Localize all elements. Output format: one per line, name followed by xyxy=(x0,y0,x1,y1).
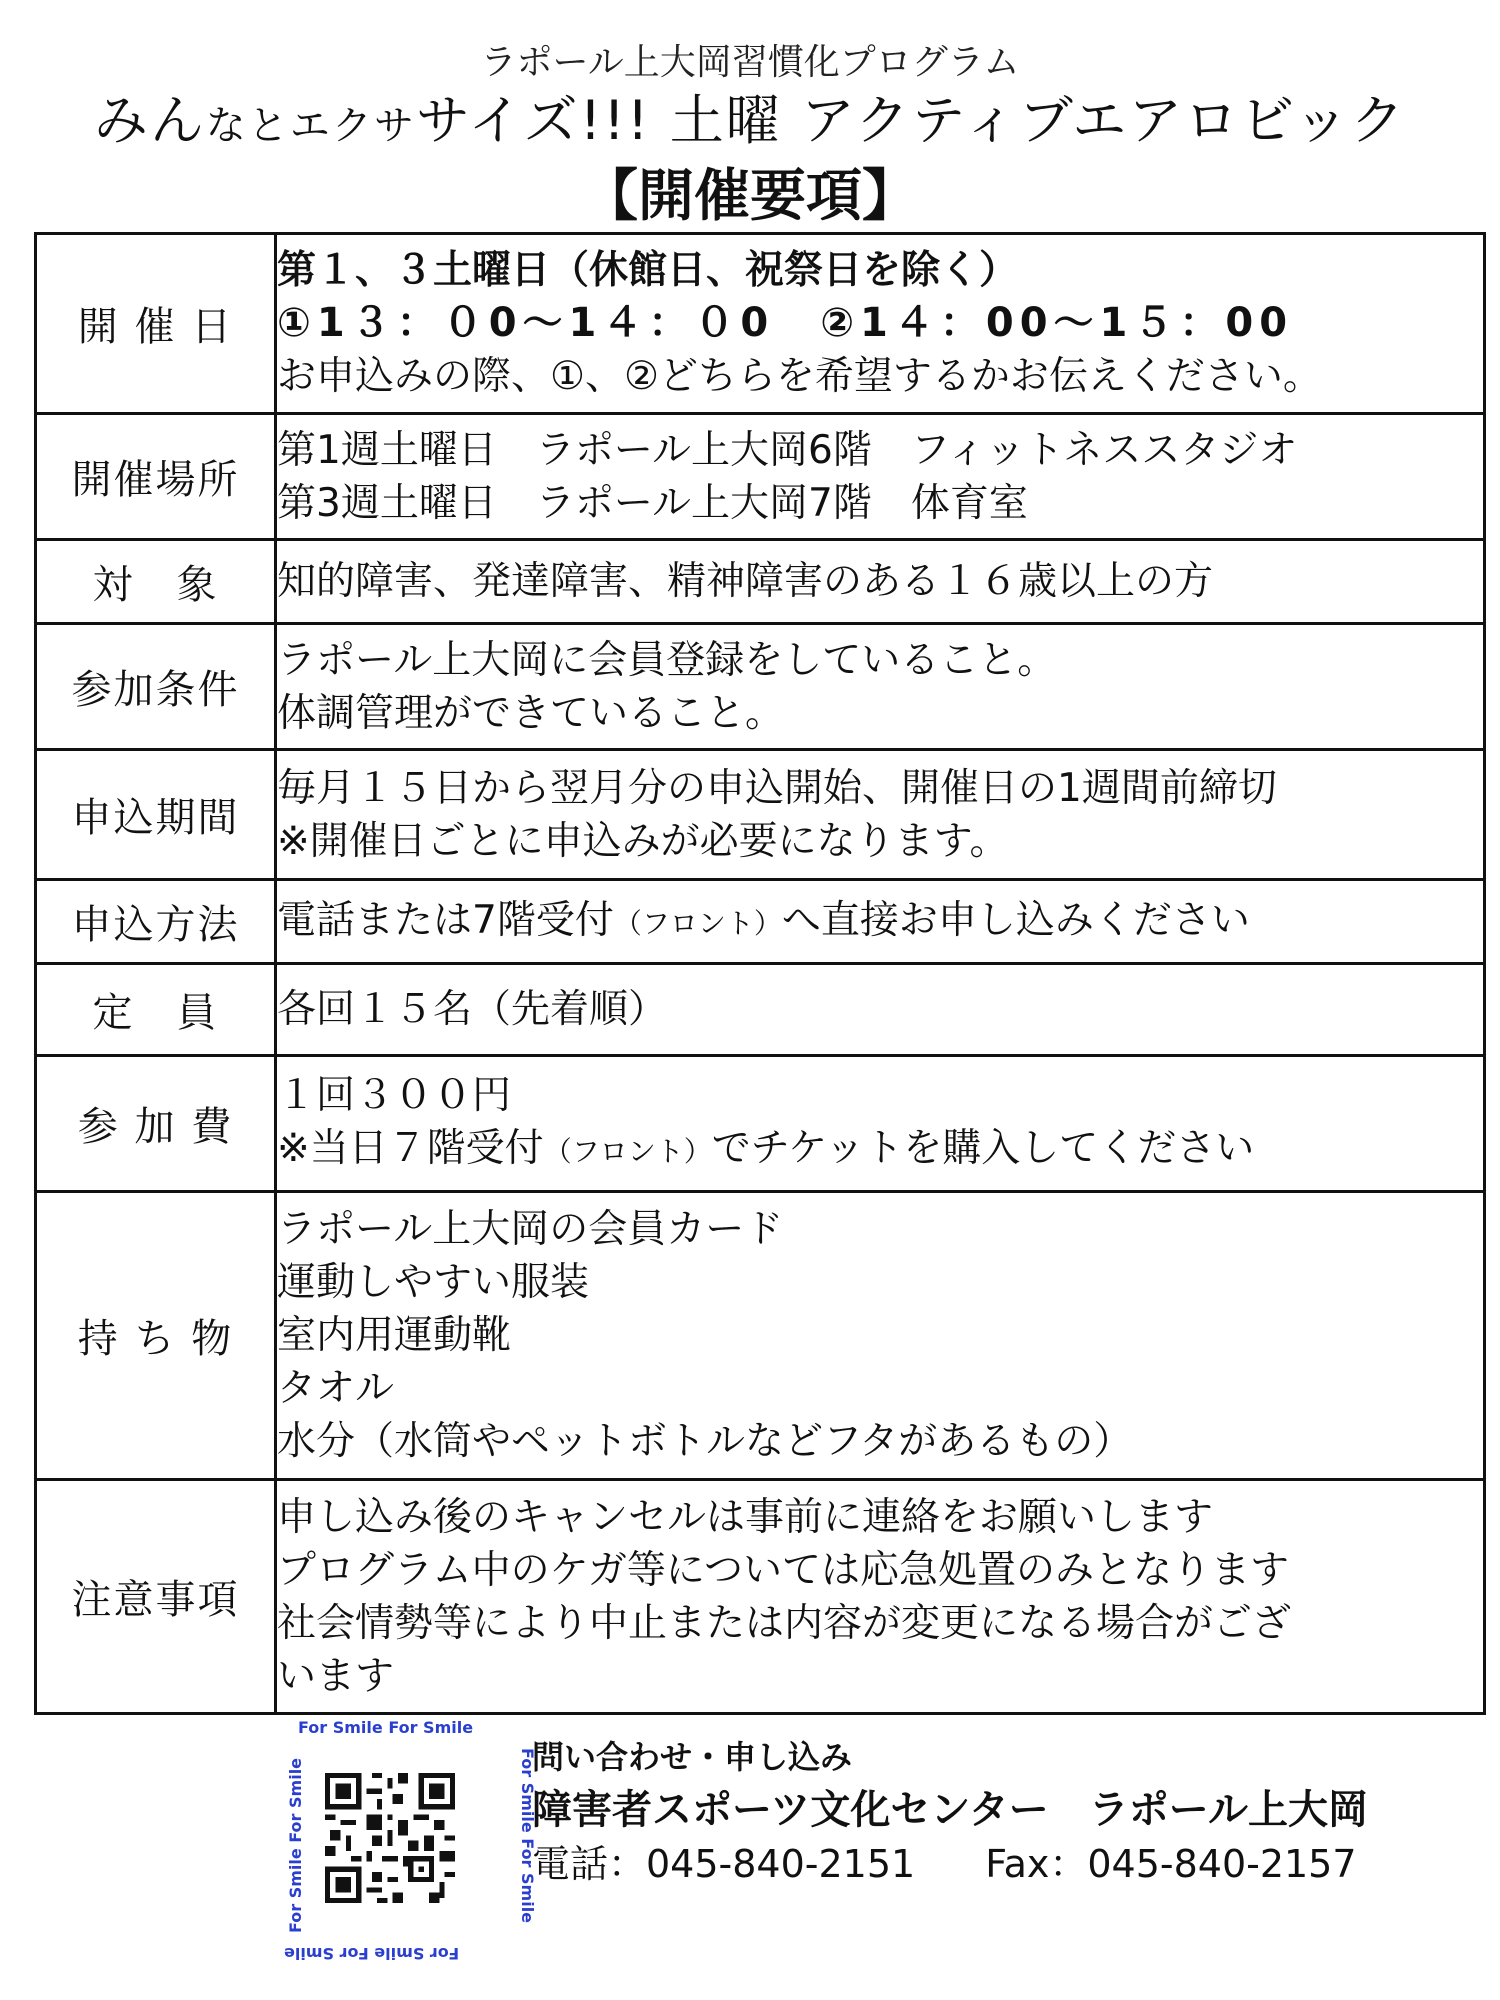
program-title xyxy=(0,86,1500,161)
fee-label: 参 加 費 xyxy=(36,1056,276,1192)
notes-line-2: プログラム中のケガ等については応急処置のみとなります xyxy=(277,1547,1290,1593)
qr-code-icon[interactable] xyxy=(325,1773,455,1903)
period-line-2: ※開催日ごとに申込みが必要になります。 xyxy=(277,818,1009,864)
fee-line-1: １回３００円 xyxy=(277,1073,512,1118)
items-line-5: 水分（水筒やペットボトルなどフタがあるもの） xyxy=(277,1419,1133,1464)
method-line-1 xyxy=(277,894,1483,950)
qr-code-block[interactable] xyxy=(270,1718,538,1963)
target-line-1: 知的障害、発達障害、精神障害のある１６歳以上の方 xyxy=(277,559,1214,604)
date-line-2: ①1３：０0～1４：０0 ②1４：00～1５：00 xyxy=(277,300,1294,346)
date-line-3: お申込みの際、①、②どちらを希望するかお伝えください。 xyxy=(277,354,1322,399)
items-line-2: 運動しやすい服装 xyxy=(277,1260,590,1305)
method-label: 申込方法 xyxy=(36,880,276,964)
venue-line-2: 第3週土曜日 ラポール上大岡7階 体育室 xyxy=(277,480,1028,526)
row-venue xyxy=(36,414,1485,540)
date-value xyxy=(276,234,1485,414)
method-text-a: 電話または7階受付 xyxy=(277,897,614,943)
items-label: 持 ち 物 xyxy=(36,1192,276,1480)
notes-label: 注意事項 xyxy=(36,1480,276,1714)
period-label: 申込期間 xyxy=(36,750,276,880)
method-value xyxy=(276,880,1485,964)
title-part-1: みん xyxy=(93,89,206,152)
row-fee xyxy=(36,1056,1485,1192)
fee-text-c: でチケットを購入してください xyxy=(711,1126,1255,1171)
contact-footer xyxy=(270,1718,1430,1988)
guidelines-heading: 【開催要項】 xyxy=(582,164,918,229)
fee-text-a: ※当日７階受付 xyxy=(277,1126,544,1171)
notes-value xyxy=(276,1480,1485,1714)
date-line-1: 第１、３土曜日（休館日、祝祭日を除く） xyxy=(277,248,1019,293)
conditions-line-1: ラポール上大岡に会員登録をしていること。 xyxy=(277,637,1057,683)
target-label: 対 象 xyxy=(36,540,276,624)
row-conditions xyxy=(36,624,1485,750)
contact-label: 問い合わせ・申し込み xyxy=(532,1738,853,1776)
items-line-4: タオル xyxy=(277,1366,395,1411)
notes-line-1: 申し込み後のキャンセルは事前に連絡をお願いします xyxy=(277,1494,1214,1540)
capacity-label: 定 員 xyxy=(36,964,276,1056)
row-target xyxy=(36,540,1485,624)
items-value xyxy=(276,1192,1485,1480)
period-line-1: 毎月１５日から翌月分の申込開始、開催日の1週間前締切 xyxy=(277,765,1277,811)
organization-name: 障害者スポーツ文化センター ラポール上大岡 xyxy=(532,1787,1368,1833)
title-part-3: サイズ!!! 土曜 アクティブエアロビック xyxy=(415,89,1407,152)
document-header xyxy=(0,40,1500,233)
qr-caption-bottom: For Smile For Smile xyxy=(284,1944,460,1963)
target-value xyxy=(276,540,1485,624)
capacity-line-1: 各回１５名（先着順） xyxy=(277,987,668,1032)
guidelines-table xyxy=(34,232,1486,1715)
fee-value xyxy=(276,1056,1485,1192)
conditions-line-2: 体調管理ができていること。 xyxy=(277,690,785,736)
qr-caption-top: For Smile For Smile xyxy=(298,1718,474,1737)
fee-text-b: （フロント） xyxy=(543,1135,712,1168)
fee-line-2 xyxy=(277,1122,1483,1178)
contact-info xyxy=(532,1736,1368,1890)
method-text-b: （フロント） xyxy=(613,906,782,940)
capacity-value xyxy=(276,964,1485,1056)
phone-fax-line xyxy=(532,1838,1368,1890)
date-label: 開 催 日 xyxy=(36,234,276,414)
row-capacity xyxy=(36,964,1485,1056)
row-date xyxy=(36,234,1485,414)
venue-line-1: 第1週土曜日 ラポール上大岡6階 フィットネススタジオ xyxy=(277,427,1298,473)
program-subtitle: ラポール上大岡習慣化プログラム xyxy=(480,42,1020,83)
venue-label: 開催場所 xyxy=(36,414,276,540)
period-value xyxy=(276,750,1485,880)
phone-number[interactable]: 電話：045-840-2151 xyxy=(532,1842,916,1886)
row-method xyxy=(36,880,1485,964)
conditions-label: 参加条件 xyxy=(36,624,276,750)
items-line-3: 室内用運動靴 xyxy=(277,1313,512,1358)
notes-line-4: います xyxy=(277,1653,395,1699)
items-line-1: ラポール上大岡の会員カード xyxy=(277,1207,784,1252)
title-part-2: なとエクサ xyxy=(205,103,416,149)
venue-value xyxy=(276,414,1485,540)
row-period xyxy=(36,750,1485,880)
qr-caption-right: For Smile For Smile xyxy=(518,1747,538,1924)
method-text-c: へ直接お申し込みください xyxy=(781,897,1250,943)
conditions-value xyxy=(276,624,1485,750)
qr-caption-left: For Smile For Smile xyxy=(286,1757,306,1934)
fax-number: Fax：045-840-2157 xyxy=(985,1842,1357,1886)
notes-line-3: 社会情勢等により中止または内容が変更になる場合がござ xyxy=(277,1600,1292,1646)
row-notes xyxy=(36,1480,1485,1714)
row-items xyxy=(36,1192,1485,1480)
